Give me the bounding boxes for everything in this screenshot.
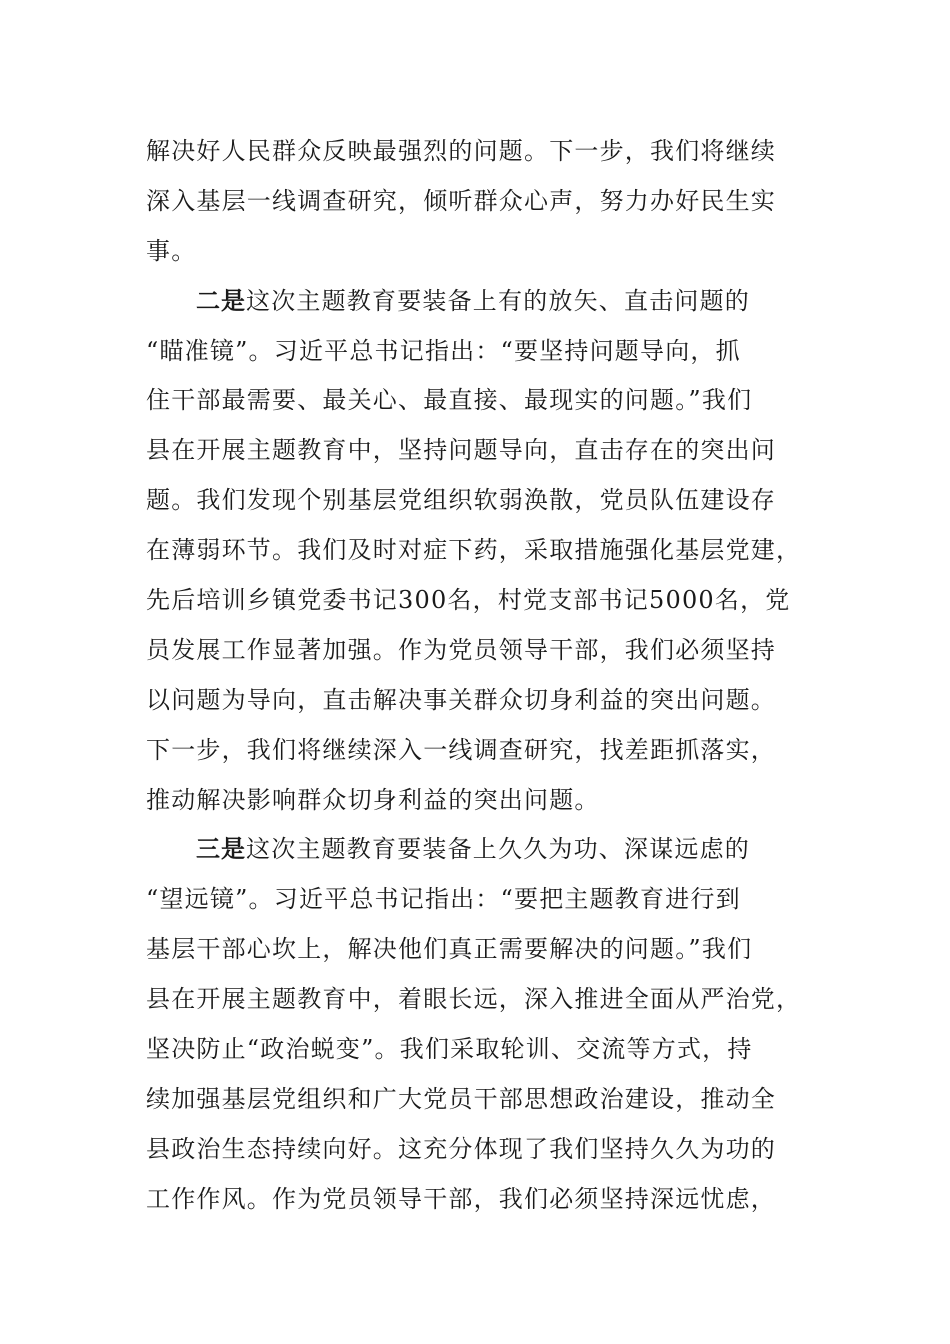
paragraph-3 [146,825,802,1224]
document-body [146,127,802,1225]
text-line: 在薄弱环节。我们及时对症下药，采取措施强化基层党建， [146,536,802,565]
text-line: 下一步，我们将继续深入一线调查研究，找差距抓落实， [146,735,776,764]
paragraph-1 [146,127,796,277]
text-line: 员发展工作显著加强。作为党员领导干部，我们必须坚持 [146,635,776,664]
text-line: 以问题为导向，直击解决事关群众切身利益的突出问题。 [146,685,776,714]
text-line: 县在开展主题教育中，坚持问题导向，直击存在的突出问 [146,436,776,465]
text-line: 住干部最需要、最关心、最直接、最现实的问题。”我们 [146,386,753,415]
text-line-rest: 这次主题教育要装备上有的放矢、直击问题的 [246,286,750,315]
text-line: 深入基层一线调查研究，倾听群众心声，努力办好民生实 [146,186,776,215]
text-line: 题。我们发现个别基层党组织软弱涣散，党员队伍建设存 [146,486,776,515]
text-line: “瞄准镜”。习近平总书记指出：“要坚持问题导向，抓 [146,336,741,365]
text-line-first [146,277,796,327]
text-line-first [146,825,796,875]
text-line: 坚决防止“政治蜕变”。我们采取轮训、交流等方式，持 [146,1035,753,1064]
text-line: 推动解决影响群众切身利益的突出问题。 [146,785,600,814]
paragraph-lead: 二是 [196,286,246,315]
text-line: 县在开展主题教育中，着眼长远，深入推进全面从严治党， [146,985,802,1014]
paragraph-lead: 三是 [196,835,246,864]
text-line-rest: 这次主题教育要装备上久久为功、深谋远虑的 [246,835,750,864]
text-line: “望远镜”。习近平总书记指出：“要把主题教育进行到 [146,885,741,914]
text-line: 事。 [146,236,197,265]
text-line: 工作作风。作为党员领导干部，我们必须坚持深远忧虑， [146,1184,776,1213]
text-line: 基层干部心坎上，解决他们真正需要解决的问题。”我们 [146,935,753,964]
text-line: 先后培训乡镇党委书记300名，村党支部书记5000名，党 [146,586,791,615]
text-line: 解决好人民群众反映最强烈的问题。下一步，我们将继续 [146,137,776,165]
paragraph-2 [146,277,802,826]
text-line: 续加强基层党组织和广大党员干部思想政治建设，推动全 [146,1084,776,1113]
text-line: 县政治生态持续向好。这充分体现了我们坚持久久为功的 [146,1134,776,1163]
